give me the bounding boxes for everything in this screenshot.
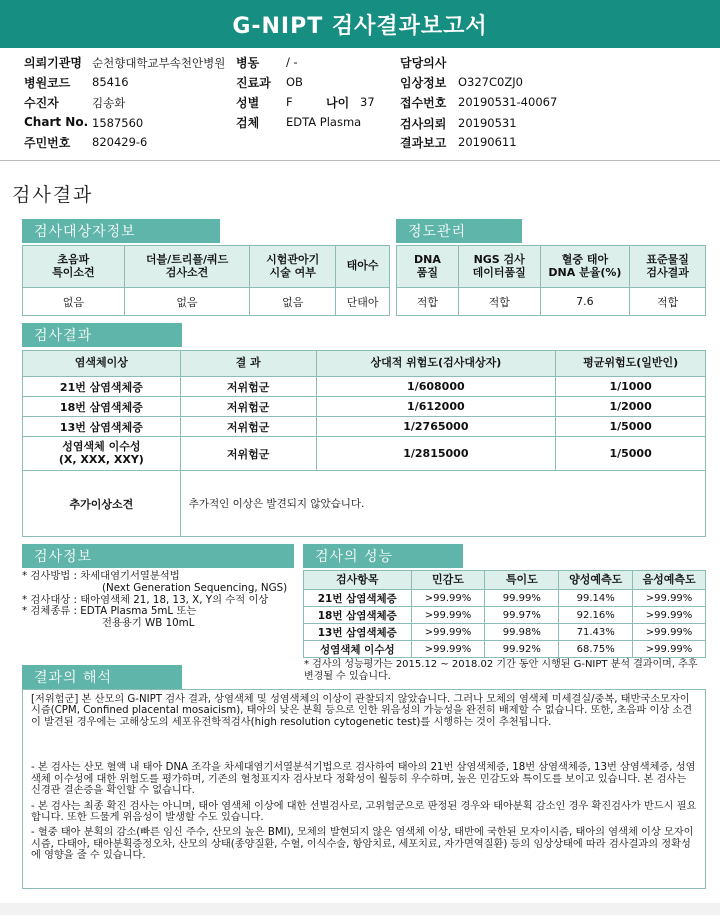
perf-header-ppv: 양성예측도 [559,571,633,590]
perf-row-spec: 99.99% [485,590,559,607]
subject-header-fetus-count: 태아수 [336,246,390,288]
results-row-relative: 1/2765000 [316,417,556,437]
results-table [22,350,706,537]
ward-label: 병동 [236,56,260,70]
perf-row-item: 성염색체 이수성 [304,641,412,658]
sex-label: 성별 [236,96,260,110]
perf-row [304,590,706,607]
specimen-value: EDTA Plasma [286,115,362,129]
test-info-tab: 검사정보 [22,544,294,568]
results-row-relative: 1/612000 [316,397,556,417]
performance-note: * 검사의 성능평가는 2015.12 ~ 2018.02 기간 동안 시행된 G-NIPT 분석 결과이며, 추후 변경될 수 있습니다. [304,659,698,682]
report-date-label: 결과보고 [400,136,447,150]
hospital-value: 순천향대학교부속천안병원 [92,56,226,70]
method-label: * 검사방법 : [22,570,77,582]
subject-value-ivf: 없음 [250,288,336,316]
quality-value-fraction: 7.6 [540,288,630,316]
age-value: 37 [360,95,375,109]
perf-row-item: 18번 삼염색체증 [304,607,412,624]
report-title: G-NIPT 검사결과보고서 [232,13,488,39]
rrn-label: 주민번호 [24,136,71,150]
results-row [23,397,706,417]
clinical-info-label: 임상정보 [400,76,447,90]
target-label: * 검사대상 : [22,593,77,606]
chart-no-value: 1587560 [92,116,144,130]
doctor-label: 담당의사 [400,56,447,70]
rrn-value: 820429-6 [92,135,148,149]
interpretation-note-3: - 혈중 태아 분획의 감소(빠른 임신 주수, 산모의 높은 BMI), 모체의 발현되지 않은 염색체 이상, 태반에 국한된 모자이시즘, 태아의 염색체 이상 모자이시즘, 다태아, 태아분획증정오차, 산모의 상태(종양질환, 수혈, 이식수술, 항암치료, 세포치료, 자가면역질환) 등의 임상상태에 따라 검사결과의 정확성에 영향을 줄 수 있습니다. [31,827,694,862]
results-row-name: 성염색체 이수성 (X, XXX, XXY) [23,437,181,471]
perf-row-npv: >99.99% [633,641,706,658]
interpretation-note-1: - 본 검사는 산모 혈액 내 태아 DNA 조각을 차세대염기서열분석기법으로 검사하여 태아의 21번 삼염색체증, 18번 삼염색체증, 13번 삼염색체증, 성염색체 이수성에 대한 위험도를 평가하며, 기존의 혈청표지자 검사보다 정확성이 월등히 우수하며, 높은 민감도와 특이도를 보이고 있습니다. 본 검사는 신경관 결손증을 확인할 수 없습니다. [31,762,696,797]
results-row-average: 1/2000 [556,397,706,417]
perf-header-sensitivity: 민감도 [411,571,485,590]
method-value: 차세대염기서열분석법 [80,570,180,582]
subject-value-fetus-count: 단태아 [336,288,390,316]
subject-header-ultrasound: 초음파 특이소견 [23,246,125,288]
subject-info-tab: 검사대상자정보 [22,219,220,243]
perf-row [304,624,706,641]
subject-header-screening: 더블/트리플/쿼드 검사소견 [124,246,250,288]
target-value: 태아염색체 21, 18, 13, X, Y의 수적 이상 [80,593,269,606]
quality-header-dna: DNA 품질 [397,246,459,288]
department-value: OB [286,75,303,89]
request-date-label: 검사의뢰 [400,117,447,131]
results-row-average: 1/5000 [556,437,706,471]
recipient-value: 김송화 [92,96,126,110]
specimen-label: 검체 [236,116,260,130]
perf-row-npv: >99.99% [633,590,706,607]
perf-header-specificity: 특이도 [485,571,559,590]
results-section-heading: 검사결과 [12,184,94,206]
chart-no-label: Chart No. [24,115,89,129]
age-label: 나이 [326,96,350,110]
subject-header-ivf: 시험관아기 시술 여부 [250,246,336,288]
quality-header-fraction: 혈중 태아 DNA 분율(%) [540,246,630,288]
results-row-relative: 1/2815000 [316,437,556,471]
additional-findings-label: 추가이상소견 [23,471,181,537]
perf-header-npv: 음성예측도 [633,571,706,590]
ward-value: / - [286,55,298,69]
hospital-code-value: 85416 [92,75,129,89]
results-header-average-risk: 평균위험도(일반인) [556,351,706,377]
sex-value: F [286,95,293,109]
interpretation-summary: [저위험군] 본 산모의 G-NIPT 검사 결과, 상염색체 및 성염색체의 이상이 관찰되지 않았습니다. 그러나 모체의 염색체 미세결실/중복, 태반국소모자이시즘(CPM, Confined placental mosaicism), 태아의 낮은 분획 등으로 인한 위음성의 가능성을 완전히 배제할 수 없습니다. 또한, 초음파 이상 소견이 발견된 경우에는 고해상도의 세포유전학적검사(high resolution cytogenetic test)를 시행하는 것이 추천됩니다. [31,694,693,728]
perf-row-spec: 99.92% [485,641,559,658]
quality-header-reference: 표준물질 검사결과 [630,246,706,288]
perf-row [304,607,706,624]
results-row-name: 18번 삼염색체증 [23,397,181,417]
perf-row-ppv: 68.75% [559,641,633,658]
additional-findings-value: 추가적인 이상은 발견되지 않았습니다. [180,471,705,537]
performance-table [303,570,706,658]
results-tab: 검사결과 [22,323,182,347]
quality-tab: 정도관리 [396,219,522,243]
interpretation-tab: 결과의 해석 [22,665,182,689]
results-row-name: 13번 삼염색체증 [23,417,181,437]
quality-value-dna: 적합 [397,288,459,316]
quality-value-ngs: 적합 [458,288,540,316]
interpretation-note-2: - 본 검사는 최종 확진 검사는 아니며, 태아 염색체 이상에 대한 선별검사로, 고위험군으로 판정된 경우와 태아분획 감소인 경우 확진검사가 반드시 필요합니다. 또한 드물게 위음성이 발생할 수도 있습니다. [31,800,697,823]
page-bottom-strip [0,903,720,915]
results-row-result: 저위험군 [180,397,316,417]
clinical-info-value: O327C0ZJ0 [458,75,523,89]
performance-tab: 검사의 성능 [303,544,463,568]
quality-table [396,245,706,316]
header-divider [0,160,720,161]
subject-value-ultrasound: 없음 [23,288,125,316]
specimen-type-label: * 검체종류 : [22,605,77,618]
perf-row-sens: >99.99% [411,607,485,624]
request-date-value: 20190531 [458,116,517,130]
perf-row-spec: 99.97% [485,607,559,624]
perf-row-sens: >99.99% [411,590,485,607]
perf-row-npv: >99.99% [633,607,706,624]
results-row [23,417,706,437]
test-info-block [22,571,297,630]
subject-value-screening: 없음 [124,288,250,316]
hospital-code-label: 병원코드 [24,76,71,90]
results-row-average: 1/1000 [556,377,706,397]
results-row [23,437,706,471]
receipt-no-label: 접수번호 [400,96,447,110]
results-header-chromosome: 염색체이상 [23,351,181,377]
specimen-type-value: EDTA Plasma 5mL 또는 [80,605,197,618]
results-row-relative: 1/608000 [316,377,556,397]
quality-header-ngs: NGS 검사 데이터품질 [458,246,540,288]
perf-row-item: 13번 삼염색체증 [304,624,412,641]
receipt-no-value: 20190531-40067 [458,95,558,109]
quality-value-reference: 적합 [630,288,706,316]
perf-row [304,641,706,658]
hospital-label: 의뢰기관명 [24,56,82,70]
perf-row-npv: >99.99% [633,624,706,641]
results-row-name: 21번 삼염색체증 [23,377,181,397]
perf-row-sens: >99.99% [411,624,485,641]
department-label: 진료과 [236,76,271,90]
patient-info-block [24,54,704,154]
perf-row-ppv: 99.14% [559,590,633,607]
perf-row-ppv: 71.43% [559,624,633,641]
perf-row-item: 21번 삼염색체증 [304,590,412,607]
results-header-relative-risk: 상대적 위험도(검사대상자) [316,351,556,377]
results-row-average: 1/5000 [556,417,706,437]
perf-header-item: 검사항목 [304,571,412,590]
results-row [23,377,706,397]
perf-row-spec: 99.98% [485,624,559,641]
results-row-result: 저위험군 [180,417,316,437]
results-header-result: 결 과 [180,351,316,377]
perf-row-sens: >99.99% [411,641,485,658]
interpretation-box [22,689,706,889]
specimen-type-value-2: 전용용기 WB 10mL [102,617,195,630]
subject-info-table [22,245,390,316]
report-title-bar [0,0,720,48]
perf-row-ppv: 92.16% [559,607,633,624]
results-row-result: 저위험군 [180,437,316,471]
results-row-result: 저위험군 [180,377,316,397]
recipient-label: 수진자 [24,96,59,110]
method-value-english: (Next Generation Sequencing, NGS) [102,581,288,594]
report-date-value: 20190611 [458,135,517,149]
